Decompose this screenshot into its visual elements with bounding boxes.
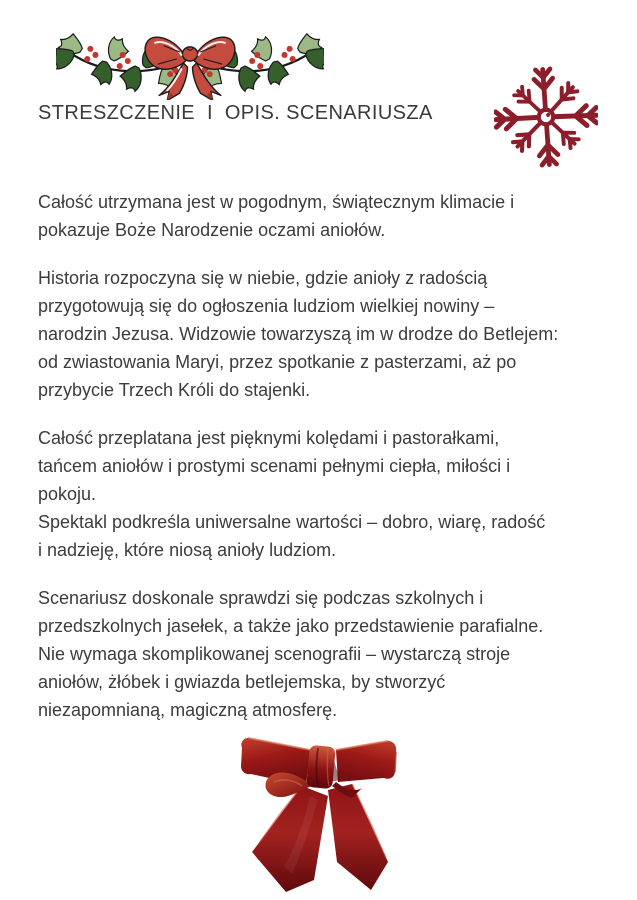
paragraph-1: Całość utrzymana jest w pogodnym, świątecznym klimacie i pokazuje Boże Narodzenie oczami aniołów. (38, 192, 515, 240)
document-body (38, 188, 623, 744)
page-title: STRESZCZENIE I OPIS. SCENARIUSZA (38, 102, 433, 124)
paragraph-2: Historia rozpoczyna się w niebie, gdzie anioły z radością przygotowują się do ogłoszenia ludziom wielkiej nowiny – narodzin Jezusa. Widzowie towarzyszą im w drodze do Betlejem: od zwiastowania Maryi, przez spotkanie z pasterzami, aż po przybycie Trzech Króli do stajenki. (38, 268, 559, 400)
paragraph-3: Całość przeplatana jest pięknymi kolędami i pastorałkami, tańcem aniołów i prostymi scenami pełnymi ciepła, miłości i pokoju. Spektakl podkreśla uniwersalne wartości – dobro, wiarę, radość i nadzieję, które niosą anioły ludziom. (38, 428, 546, 560)
red-velvet-bow-image (240, 734, 398, 898)
paragraph-4: Scenariusz doskonale sprawdzi się podczas szkolnych i przedszkolnych jasełek, a także jako przedstawienie parafialne. Nie wymaga skomplikowanej scenografii – wystarczą stroje aniołów, żłóbek i gwiazda betlejemska, by stworzyć niezapomnianą, magiczną atmosferę. (38, 588, 544, 720)
holly-garland-with-bow-icon (56, 20, 324, 100)
snowflake-icon (494, 60, 598, 174)
